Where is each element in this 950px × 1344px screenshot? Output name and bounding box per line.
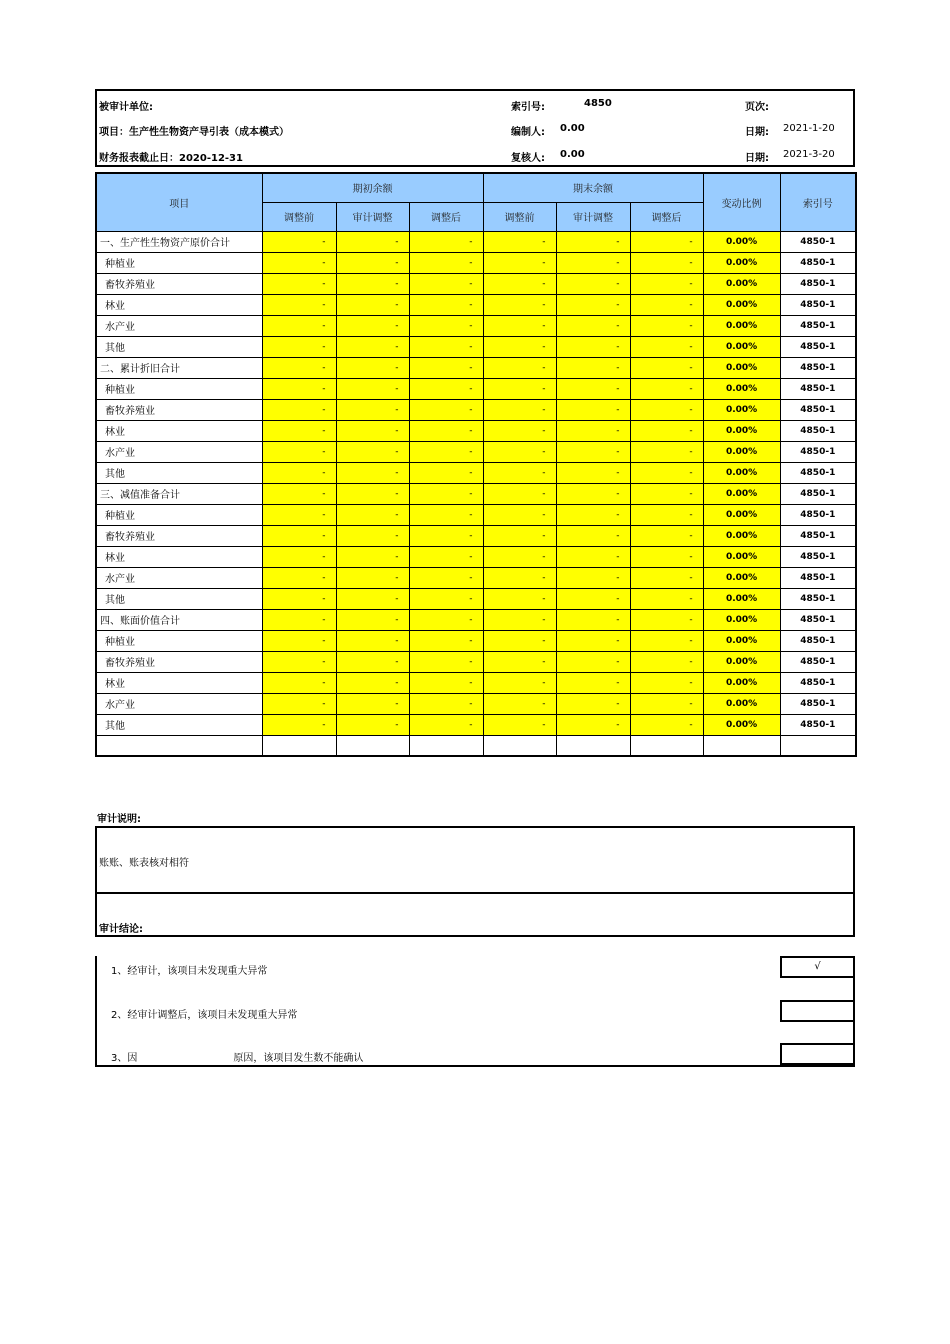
row-label: 水产业: [96, 567, 262, 588]
value-cell: -: [556, 714, 630, 735]
value-cell: -: [483, 294, 556, 315]
value-cell: -: [556, 336, 630, 357]
value-cell: -: [556, 525, 630, 546]
ratio-cell: 0.00%: [703, 273, 780, 294]
ratio-cell: 0.00%: [703, 315, 780, 336]
value-cell: -: [336, 378, 409, 399]
value-cell: -: [262, 441, 336, 462]
value-cell: -: [483, 609, 556, 630]
table-row: [96, 672, 856, 693]
ref-cell: 4850-1: [780, 546, 856, 567]
value-cell: -: [630, 504, 703, 525]
value-cell: -: [556, 567, 630, 588]
conclusion-options: [95, 956, 855, 1067]
value-cell: -: [262, 483, 336, 504]
blank-row: [96, 735, 856, 756]
value-cell: -: [262, 567, 336, 588]
value-cell: -: [262, 504, 336, 525]
ref-cell: 4850-1: [780, 441, 856, 462]
value-cell: -: [409, 399, 483, 420]
reviewer-value: 0.00: [560, 149, 585, 160]
col-item-header: 项目: [96, 173, 262, 231]
ratio-cell: 0.00%: [703, 399, 780, 420]
value-cell: -: [262, 399, 336, 420]
value-cell: -: [483, 399, 556, 420]
value-cell: -: [409, 252, 483, 273]
value-cell: -: [483, 273, 556, 294]
value-cell: -: [409, 609, 483, 630]
ref-cell: 4850-1: [780, 483, 856, 504]
value-cell: -: [336, 462, 409, 483]
empty-cell: [780, 735, 856, 756]
value-cell: -: [336, 252, 409, 273]
ratio-cell: 0.00%: [703, 546, 780, 567]
ref-cell: 4850-1: [780, 315, 856, 336]
ratio-cell: 0.00%: [703, 483, 780, 504]
table-row: [96, 546, 856, 567]
value-cell: -: [262, 525, 336, 546]
value-cell: -: [409, 357, 483, 378]
row-label: 其他: [96, 462, 262, 483]
value-cell: -: [483, 630, 556, 651]
ratio-cell: 0.00%: [703, 441, 780, 462]
value-cell: -: [483, 693, 556, 714]
value-cell: -: [336, 357, 409, 378]
ratio-cell: 0.00%: [703, 336, 780, 357]
close-before-header: 调整前: [483, 202, 556, 231]
value-cell: -: [483, 525, 556, 546]
value-cell: -: [630, 672, 703, 693]
value-cell: -: [262, 315, 336, 336]
conclusion-3-checkbox[interactable]: [780, 1043, 855, 1065]
ratio-cell: 0.00%: [703, 420, 780, 441]
value-cell: -: [409, 231, 483, 252]
ref-cell: 4850-1: [780, 420, 856, 441]
date1-value: 2021-1-20: [783, 123, 835, 134]
value-cell: -: [556, 273, 630, 294]
ref-cell: 4850-1: [780, 504, 856, 525]
value-cell: -: [336, 651, 409, 672]
value-cell: -: [630, 294, 703, 315]
empty-cell: [483, 735, 556, 756]
value-cell: -: [409, 672, 483, 693]
ref-cell: 4850-1: [780, 252, 856, 273]
conclusion-2-checkbox[interactable]: [780, 1000, 855, 1022]
preparer-label: 编制人:: [511, 127, 545, 138]
value-cell: -: [483, 315, 556, 336]
value-cell: -: [262, 252, 336, 273]
value-cell: -: [556, 420, 630, 441]
ratio-cell: 0.00%: [703, 651, 780, 672]
value-cell: -: [556, 357, 630, 378]
value-cell: -: [336, 504, 409, 525]
audit-conclusion-label: 审计结论:: [99, 924, 143, 935]
value-cell: -: [262, 378, 336, 399]
value-cell: -: [336, 693, 409, 714]
value-cell: -: [336, 231, 409, 252]
row-label: 一、生产性生物资产原价合计: [96, 231, 262, 252]
value-cell: -: [630, 252, 703, 273]
value-cell: -: [556, 609, 630, 630]
value-cell: -: [409, 462, 483, 483]
ref-cell: 4850-1: [780, 336, 856, 357]
table-row: [96, 273, 856, 294]
ratio-cell: 0.00%: [703, 693, 780, 714]
conclusion-3-suffix: 原因，该项目发生数不能确认: [233, 1053, 364, 1064]
empty-cell: [556, 735, 630, 756]
table-row: [96, 714, 856, 735]
audit-notes-text: 账账、账表核对相符: [99, 858, 189, 869]
row-label: 畜牧养殖业: [96, 399, 262, 420]
ref-cell: 4850-1: [780, 294, 856, 315]
value-cell: -: [483, 378, 556, 399]
value-cell: -: [409, 273, 483, 294]
ref-header: 索引号: [780, 173, 856, 231]
audit-notes-box: [95, 826, 855, 937]
reviewer-label: 复核人:: [511, 153, 545, 164]
value-cell: -: [483, 483, 556, 504]
value-cell: -: [630, 441, 703, 462]
row-label: 林业: [96, 546, 262, 567]
table-row: [96, 441, 856, 462]
ratio-cell: 0.00%: [703, 609, 780, 630]
ratio-cell: 0.00%: [703, 630, 780, 651]
row-label: 水产业: [96, 441, 262, 462]
value-cell: -: [336, 420, 409, 441]
row-label: 其他: [96, 588, 262, 609]
value-cell: -: [556, 630, 630, 651]
row-label: 畜牧养殖业: [96, 525, 262, 546]
table-row: [96, 252, 856, 273]
ref-cell: 4850-1: [780, 567, 856, 588]
value-cell: -: [409, 588, 483, 609]
value-cell: -: [630, 357, 703, 378]
value-cell: -: [630, 525, 703, 546]
value-cell: -: [483, 672, 556, 693]
value-cell: -: [630, 609, 703, 630]
table-row: [96, 420, 856, 441]
value-cell: -: [483, 546, 556, 567]
value-cell: -: [630, 378, 703, 399]
empty-cell: [96, 735, 262, 756]
value-cell: -: [336, 294, 409, 315]
value-cell: -: [483, 231, 556, 252]
row-label: 林业: [96, 294, 262, 315]
value-cell: -: [336, 483, 409, 504]
close-audit-header: 审计调整: [556, 202, 630, 231]
ref-cell: 4850-1: [780, 399, 856, 420]
value-cell: -: [262, 462, 336, 483]
value-cell: -: [336, 441, 409, 462]
index-label: 索引号:: [511, 102, 545, 113]
table-row: [96, 357, 856, 378]
ref-cell: 4850-1: [780, 630, 856, 651]
ratio-cell: 0.00%: [703, 588, 780, 609]
conclusion-item-3: [111, 1049, 363, 1064]
value-cell: -: [630, 399, 703, 420]
value-cell: -: [409, 378, 483, 399]
opening-balance-header: 期初余额: [262, 173, 483, 202]
value-cell: -: [556, 588, 630, 609]
table-row: [96, 567, 856, 588]
conclusion-item-1: 1、经审计，该项目未发现重大异常: [111, 966, 268, 977]
period-label: 财务报表截止日：2020-12-31: [99, 153, 243, 164]
value-cell: -: [262, 273, 336, 294]
row-label: 种植业: [96, 252, 262, 273]
ref-cell: 4850-1: [780, 231, 856, 252]
value-cell: -: [409, 441, 483, 462]
value-cell: -: [336, 336, 409, 357]
value-cell: -: [409, 546, 483, 567]
value-cell: -: [262, 546, 336, 567]
value-cell: -: [409, 315, 483, 336]
value-cell: -: [556, 294, 630, 315]
value-cell: -: [483, 504, 556, 525]
value-cell: -: [556, 231, 630, 252]
value-cell: -: [262, 588, 336, 609]
value-cell: -: [409, 336, 483, 357]
value-cell: -: [409, 525, 483, 546]
value-cell: -: [262, 294, 336, 315]
header-block: [95, 89, 855, 167]
value-cell: -: [409, 651, 483, 672]
value-cell: -: [556, 672, 630, 693]
row-label: 三、减值准备合计: [96, 483, 262, 504]
value-cell: -: [409, 483, 483, 504]
row-label: 水产业: [96, 693, 262, 714]
open-audit-header: 审计调整: [336, 202, 409, 231]
value-cell: -: [409, 420, 483, 441]
table-row: [96, 483, 856, 504]
asset-table: [95, 172, 857, 757]
date2-value: 2021-3-20: [783, 149, 835, 160]
value-cell: -: [483, 588, 556, 609]
value-cell: -: [409, 693, 483, 714]
value-cell: -: [483, 336, 556, 357]
value-cell: -: [630, 483, 703, 504]
value-cell: -: [483, 462, 556, 483]
value-cell: -: [336, 399, 409, 420]
value-cell: -: [556, 462, 630, 483]
project-label: 项目：生产性生物资产导引表（成本模式）: [99, 127, 289, 138]
value-cell: -: [630, 630, 703, 651]
page-label: 页次:: [745, 102, 769, 113]
preparer-value: 0.00: [560, 123, 585, 134]
row-label: 水产业: [96, 315, 262, 336]
value-cell: -: [483, 651, 556, 672]
value-cell: -: [556, 441, 630, 462]
row-label: 四、账面价值合计: [96, 609, 262, 630]
value-cell: -: [262, 672, 336, 693]
value-cell: -: [336, 273, 409, 294]
table-row: [96, 231, 856, 252]
open-before-header: 调整前: [262, 202, 336, 231]
table-row: [96, 609, 856, 630]
ratio-cell: 0.00%: [703, 378, 780, 399]
value-cell: -: [630, 315, 703, 336]
value-cell: -: [483, 420, 556, 441]
value-cell: -: [409, 714, 483, 735]
ref-cell: 4850-1: [780, 693, 856, 714]
value-cell: -: [262, 651, 336, 672]
row-label: 其他: [96, 714, 262, 735]
table-row: [96, 315, 856, 336]
value-cell: -: [262, 336, 336, 357]
value-cell: -: [409, 630, 483, 651]
closing-balance-header: 期末余额: [483, 173, 703, 202]
ref-cell: 4850-1: [780, 273, 856, 294]
value-cell: -: [630, 420, 703, 441]
table-row: [96, 651, 856, 672]
ratio-cell: 0.00%: [703, 294, 780, 315]
value-cell: -: [483, 567, 556, 588]
value-cell: -: [630, 693, 703, 714]
ratio-cell: 0.00%: [703, 504, 780, 525]
value-cell: -: [556, 651, 630, 672]
ref-cell: 4850-1: [780, 609, 856, 630]
value-cell: -: [336, 525, 409, 546]
value-cell: -: [409, 504, 483, 525]
conclusion-1-checkbox[interactable]: √: [780, 956, 855, 978]
table-row: [96, 294, 856, 315]
ref-cell: 4850-1: [780, 651, 856, 672]
table-row: [96, 588, 856, 609]
ratio-cell: 0.00%: [703, 567, 780, 588]
date1-label: 日期:: [745, 127, 769, 138]
value-cell: -: [556, 399, 630, 420]
row-label: 种植业: [96, 630, 262, 651]
ref-cell: 4850-1: [780, 714, 856, 735]
table-row: [96, 399, 856, 420]
row-label: 二、累计折旧合计: [96, 357, 262, 378]
value-cell: -: [556, 504, 630, 525]
row-label: 种植业: [96, 378, 262, 399]
value-cell: -: [483, 441, 556, 462]
value-cell: -: [336, 609, 409, 630]
change-ratio-header: 变动比例: [703, 173, 780, 231]
row-label: 林业: [96, 672, 262, 693]
table-row: [96, 630, 856, 651]
ref-cell: 4850-1: [780, 357, 856, 378]
ref-cell: 4850-1: [780, 462, 856, 483]
value-cell: -: [556, 483, 630, 504]
empty-cell: [703, 735, 780, 756]
value-cell: -: [336, 315, 409, 336]
value-cell: -: [556, 378, 630, 399]
row-label: 其他: [96, 336, 262, 357]
value-cell: -: [262, 420, 336, 441]
value-cell: -: [630, 714, 703, 735]
empty-cell: [262, 735, 336, 756]
value-cell: -: [630, 336, 703, 357]
ratio-cell: 0.00%: [703, 672, 780, 693]
divider: [97, 892, 853, 894]
value-cell: -: [556, 693, 630, 714]
value-cell: -: [556, 315, 630, 336]
value-cell: -: [630, 567, 703, 588]
value-cell: -: [336, 630, 409, 651]
empty-cell: [409, 735, 483, 756]
ref-cell: 4850-1: [780, 525, 856, 546]
empty-cell: [630, 735, 703, 756]
value-cell: -: [336, 588, 409, 609]
row-label: 林业: [96, 420, 262, 441]
empty-cell: [336, 735, 409, 756]
value-cell: -: [556, 546, 630, 567]
value-cell: -: [336, 567, 409, 588]
value-cell: -: [262, 231, 336, 252]
ratio-cell: 0.00%: [703, 252, 780, 273]
value-cell: -: [262, 693, 336, 714]
ref-cell: 4850-1: [780, 588, 856, 609]
table-row: [96, 504, 856, 525]
value-cell: -: [630, 651, 703, 672]
ratio-cell: 0.00%: [703, 525, 780, 546]
table-row: [96, 693, 856, 714]
value-cell: -: [336, 672, 409, 693]
row-label: 畜牧养殖业: [96, 651, 262, 672]
value-cell: -: [409, 567, 483, 588]
value-cell: -: [630, 273, 703, 294]
table-row: [96, 525, 856, 546]
ref-cell: 4850-1: [780, 672, 856, 693]
value-cell: -: [262, 714, 336, 735]
value-cell: -: [262, 630, 336, 651]
value-cell: -: [483, 357, 556, 378]
row-label: 畜牧养殖业: [96, 273, 262, 294]
auditee-label: 被审计单位:: [99, 102, 153, 113]
audit-notes-title: 审计说明:: [97, 814, 141, 825]
date2-label: 日期:: [745, 153, 769, 164]
value-cell: -: [483, 252, 556, 273]
conclusion-item-2: 2、经审计调整后，该项目未发现重大异常: [111, 1010, 298, 1021]
index-value: 4850: [584, 98, 612, 109]
value-cell: -: [630, 462, 703, 483]
value-cell: -: [262, 357, 336, 378]
value-cell: -: [262, 609, 336, 630]
table-row: [96, 462, 856, 483]
value-cell: -: [630, 546, 703, 567]
conclusion-3-prefix: 3、因: [111, 1053, 138, 1064]
value-cell: -: [409, 294, 483, 315]
ratio-cell: 0.00%: [703, 462, 780, 483]
ratio-cell: 0.00%: [703, 231, 780, 252]
table-row: [96, 378, 856, 399]
ref-cell: 4850-1: [780, 378, 856, 399]
value-cell: -: [556, 252, 630, 273]
open-after-header: 调整后: [409, 202, 483, 231]
ratio-cell: 0.00%: [703, 357, 780, 378]
close-after-header: 调整后: [630, 202, 703, 231]
value-cell: -: [630, 231, 703, 252]
value-cell: -: [483, 714, 556, 735]
ratio-cell: 0.00%: [703, 714, 780, 735]
table-row: [96, 336, 856, 357]
value-cell: -: [336, 714, 409, 735]
row-label: 种植业: [96, 504, 262, 525]
value-cell: -: [630, 588, 703, 609]
value-cell: -: [336, 546, 409, 567]
